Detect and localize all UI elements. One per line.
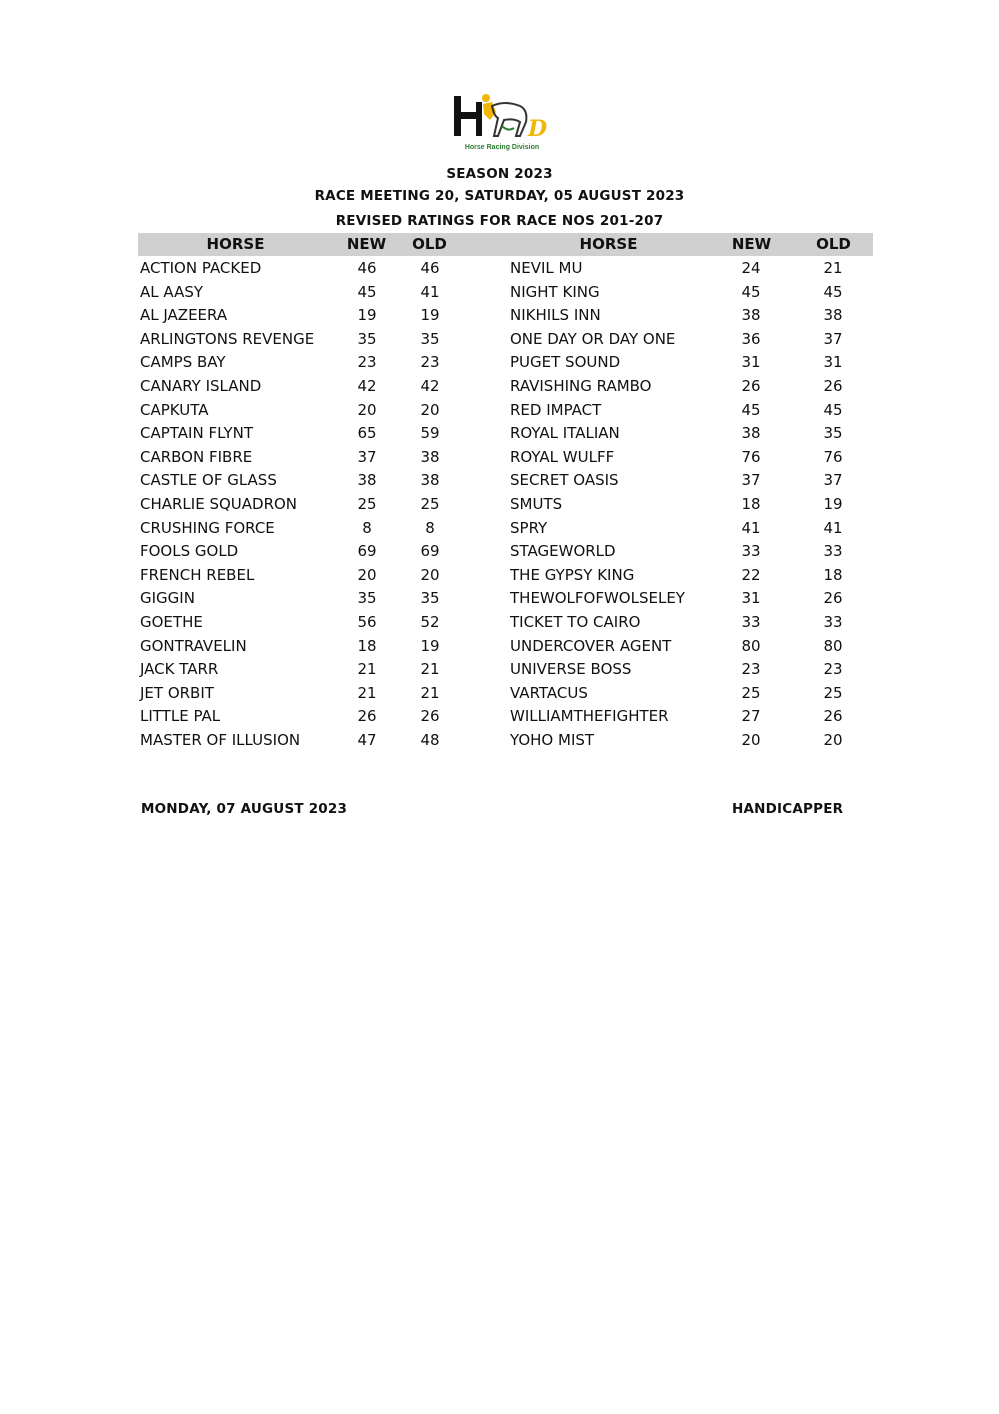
old-rating-right: 76 (823, 447, 843, 466)
horse-name-right: ONE DAY OR DAY ONE (510, 329, 676, 348)
new-rating-left: 42 (357, 376, 377, 395)
new-rating-left: 69 (357, 542, 377, 561)
table-row (0, 493, 999, 517)
new-rating-left: 35 (357, 589, 377, 608)
new-rating-left: 56 (357, 612, 377, 631)
old-rating-right: 18 (823, 565, 843, 584)
horse-name-left: ARLINGTONS REVENGE (140, 329, 315, 348)
new-rating-left: 25 (357, 494, 377, 513)
column-header-horse-left: HORSE (206, 235, 265, 253)
footer-date: MONDAY, 07 AUGUST 2023 (141, 801, 348, 817)
old-rating-left: 52 (420, 612, 440, 631)
horse-name-right: ROYAL ITALIAN (510, 424, 620, 443)
table-row (0, 257, 999, 281)
horse-name-left: JACK TARR (140, 660, 219, 679)
horse-name-right: THEWOLFOFWOLSELEY (510, 589, 685, 608)
new-rating-right: 76 (741, 447, 761, 466)
old-rating-right: 37 (823, 329, 843, 348)
new-rating-right: 37 (741, 471, 761, 490)
meeting-title: RACE MEETING 20, SATURDAY, 05 AUGUST 2023 (314, 188, 685, 204)
horse-name-right: UNIVERSE BOSS (510, 660, 632, 679)
new-rating-right: 45 (741, 400, 761, 419)
table-row (0, 658, 999, 682)
table-row (0, 351, 999, 375)
new-rating-left: 23 (357, 353, 377, 372)
old-rating-right: 25 (823, 683, 843, 702)
old-rating-right: 26 (823, 589, 843, 608)
old-rating-left: 26 (420, 707, 440, 726)
old-rating-right: 38 (823, 306, 843, 325)
old-rating-right: 31 (823, 353, 843, 372)
table-row (0, 422, 999, 446)
new-rating-right: 22 (741, 565, 761, 584)
horse-name-right: YOHO MIST (510, 730, 595, 749)
table-row (0, 328, 999, 352)
new-rating-left: 20 (357, 400, 377, 419)
table-row (0, 587, 999, 611)
new-rating-right: 33 (741, 542, 761, 561)
horse-name-right: WILLIAMTHEFIGHTER (510, 707, 669, 726)
old-rating-left: 48 (420, 730, 440, 749)
table-row (0, 399, 999, 423)
new-rating-left: 20 (357, 565, 377, 584)
column-header-old-left: OLD (412, 235, 447, 253)
horse-name-left: JET ORBIT (140, 683, 214, 702)
old-rating-right: 23 (823, 660, 843, 679)
horse-name-left: MASTER OF ILLUSION (140, 730, 301, 749)
horse-name-left: CHARLIE SQUADRON (140, 494, 298, 513)
new-rating-right: 38 (741, 424, 761, 443)
old-rating-left: 20 (420, 400, 440, 419)
new-rating-left: 47 (357, 730, 377, 749)
old-rating-right: 20 (823, 730, 843, 749)
svg-text:D: D (528, 116, 548, 142)
new-rating-right: 25 (741, 683, 761, 702)
table-row (0, 446, 999, 470)
old-rating-left: 20 (420, 565, 440, 584)
table-row (0, 729, 999, 753)
horse-name-left: GIGGIN (140, 589, 195, 608)
horse-name-right: STAGEWORLD (510, 542, 616, 561)
horse-name-left: CAPTAIN FLYNT (140, 424, 253, 443)
horse-name-right: SMUTS (510, 494, 563, 513)
new-rating-left: 35 (357, 329, 377, 348)
new-rating-left: 21 (357, 683, 377, 702)
table-row (0, 611, 999, 635)
old-rating-left: 23 (420, 353, 440, 372)
ratings-table (0, 257, 999, 752)
old-rating-left: 19 (420, 636, 440, 655)
horse-name-right: NEVIL MU (510, 259, 583, 277)
horse-name-right: SPRY (510, 518, 548, 537)
old-rating-left: 21 (420, 683, 440, 702)
table-row (0, 304, 999, 328)
horse-rider-logo-icon (450, 92, 554, 144)
hrd-logo (450, 92, 554, 158)
old-rating-left: 35 (420, 329, 440, 348)
column-header-new-left: NEW (346, 235, 387, 253)
new-rating-right: 31 (741, 353, 761, 372)
table-row (0, 635, 999, 659)
table-row (0, 517, 999, 541)
table-row (0, 705, 999, 729)
new-rating-left: 8 (362, 518, 372, 537)
new-rating-left: 26 (357, 707, 377, 726)
new-rating-left: 21 (357, 660, 377, 679)
new-rating-right: 18 (741, 494, 761, 513)
new-rating-left: 18 (357, 636, 377, 655)
old-rating-left: 21 (420, 660, 440, 679)
new-rating-right: 26 (741, 376, 761, 395)
horse-name-left: ACTION PACKED (140, 259, 262, 277)
old-rating-right: 19 (823, 494, 843, 513)
old-rating-right: 80 (823, 636, 843, 655)
logo-subtitle: Horse Racing Division (464, 144, 540, 151)
horse-name-left: CANARY ISLAND (140, 376, 262, 395)
table-row (0, 281, 999, 305)
new-rating-left: 37 (357, 447, 377, 466)
horse-name-left: CRUSHING FORCE (140, 518, 275, 537)
old-rating-left: 19 (420, 306, 440, 325)
new-rating-left: 38 (357, 471, 377, 490)
old-rating-right: 35 (823, 424, 843, 443)
horse-name-left: FRENCH REBEL (140, 565, 255, 584)
old-rating-left: 42 (420, 376, 440, 395)
old-rating-right: 33 (823, 612, 843, 631)
column-header-horse-right: HORSE (579, 235, 638, 253)
new-rating-right: 20 (741, 730, 761, 749)
old-rating-left: 8 (425, 518, 435, 537)
ratings-subtitle: REVISED RATINGS FOR RACE NOS 201-207 (335, 213, 664, 229)
horse-name-right: PUGET SOUND (510, 353, 621, 372)
horse-name-left: CARBON FIBRE (140, 447, 253, 466)
old-rating-left: 69 (420, 542, 440, 561)
footer-signature: HANDICAPPER (732, 801, 844, 817)
old-rating-right: 45 (823, 400, 843, 419)
old-rating-right: 26 (823, 707, 843, 726)
new-rating-right: 36 (741, 329, 761, 348)
horse-name-right: NIKHILS INN (510, 306, 601, 325)
horse-name-right: NIGHT KING (510, 282, 600, 301)
old-rating-left: 59 (420, 424, 440, 443)
old-rating-right: 45 (823, 282, 843, 301)
column-header-new-right: NEW (731, 235, 772, 253)
horse-name-left: FOOLS GOLD (140, 542, 239, 561)
new-rating-right: 45 (741, 282, 761, 301)
new-rating-right: 23 (741, 660, 761, 679)
horse-name-right: SECRET OASIS (510, 471, 619, 490)
old-rating-right: 21 (823, 259, 843, 277)
horse-name-right: TICKET TO CAIRO (510, 612, 641, 631)
new-rating-right: 41 (741, 518, 761, 537)
horse-name-left: CASTLE OF GLASS (140, 471, 277, 490)
old-rating-left: 38 (420, 471, 440, 490)
new-rating-right: 80 (741, 636, 761, 655)
table-row (0, 540, 999, 564)
old-rating-left: 35 (420, 589, 440, 608)
horse-name-right: RAVISHING RAMBO (510, 376, 652, 395)
horse-name-right: RED IMPACT (510, 400, 602, 419)
table-header (138, 233, 873, 256)
old-rating-right: 37 (823, 471, 843, 490)
old-rating-left: 41 (420, 282, 440, 301)
new-rating-right: 33 (741, 612, 761, 631)
old-rating-left: 46 (420, 259, 440, 277)
horse-name-right: UNDERCOVER AGENT (510, 636, 672, 655)
horse-name-left: GOETHE (140, 612, 203, 631)
horse-name-right: ROYAL WULFF (510, 447, 615, 466)
old-rating-right: 41 (823, 518, 843, 537)
horse-name-left: AL AASY (140, 282, 204, 301)
table-row (0, 682, 999, 706)
old-rating-right: 33 (823, 542, 843, 561)
horse-name-left: GONTRAVELIN (140, 636, 247, 655)
old-rating-right: 26 (823, 376, 843, 395)
new-rating-right: 27 (741, 707, 761, 726)
horse-name-left: CAMPS BAY (140, 353, 226, 372)
column-header-old-right: OLD (816, 235, 851, 253)
season-title: SEASON 2023 (446, 166, 553, 182)
new-rating-left: 45 (357, 282, 377, 301)
horse-name-left: AL JAZEERA (140, 306, 228, 325)
table-row (0, 469, 999, 493)
table-row (0, 375, 999, 399)
horse-name-left: CAPKUTA (140, 400, 209, 419)
horse-name-left: LITTLE PAL (140, 707, 221, 726)
new-rating-right: 31 (741, 589, 761, 608)
new-rating-right: 38 (741, 306, 761, 325)
horse-name-right: VARTACUS (510, 683, 588, 702)
horse-name-right: THE GYPSY KING (510, 565, 635, 584)
new-rating-left: 46 (357, 259, 377, 277)
old-rating-left: 25 (420, 494, 440, 513)
new-rating-left: 65 (357, 424, 377, 443)
table-row (0, 564, 999, 588)
old-rating-left: 38 (420, 447, 440, 466)
new-rating-right: 24 (741, 259, 761, 277)
new-rating-left: 19 (357, 306, 377, 325)
